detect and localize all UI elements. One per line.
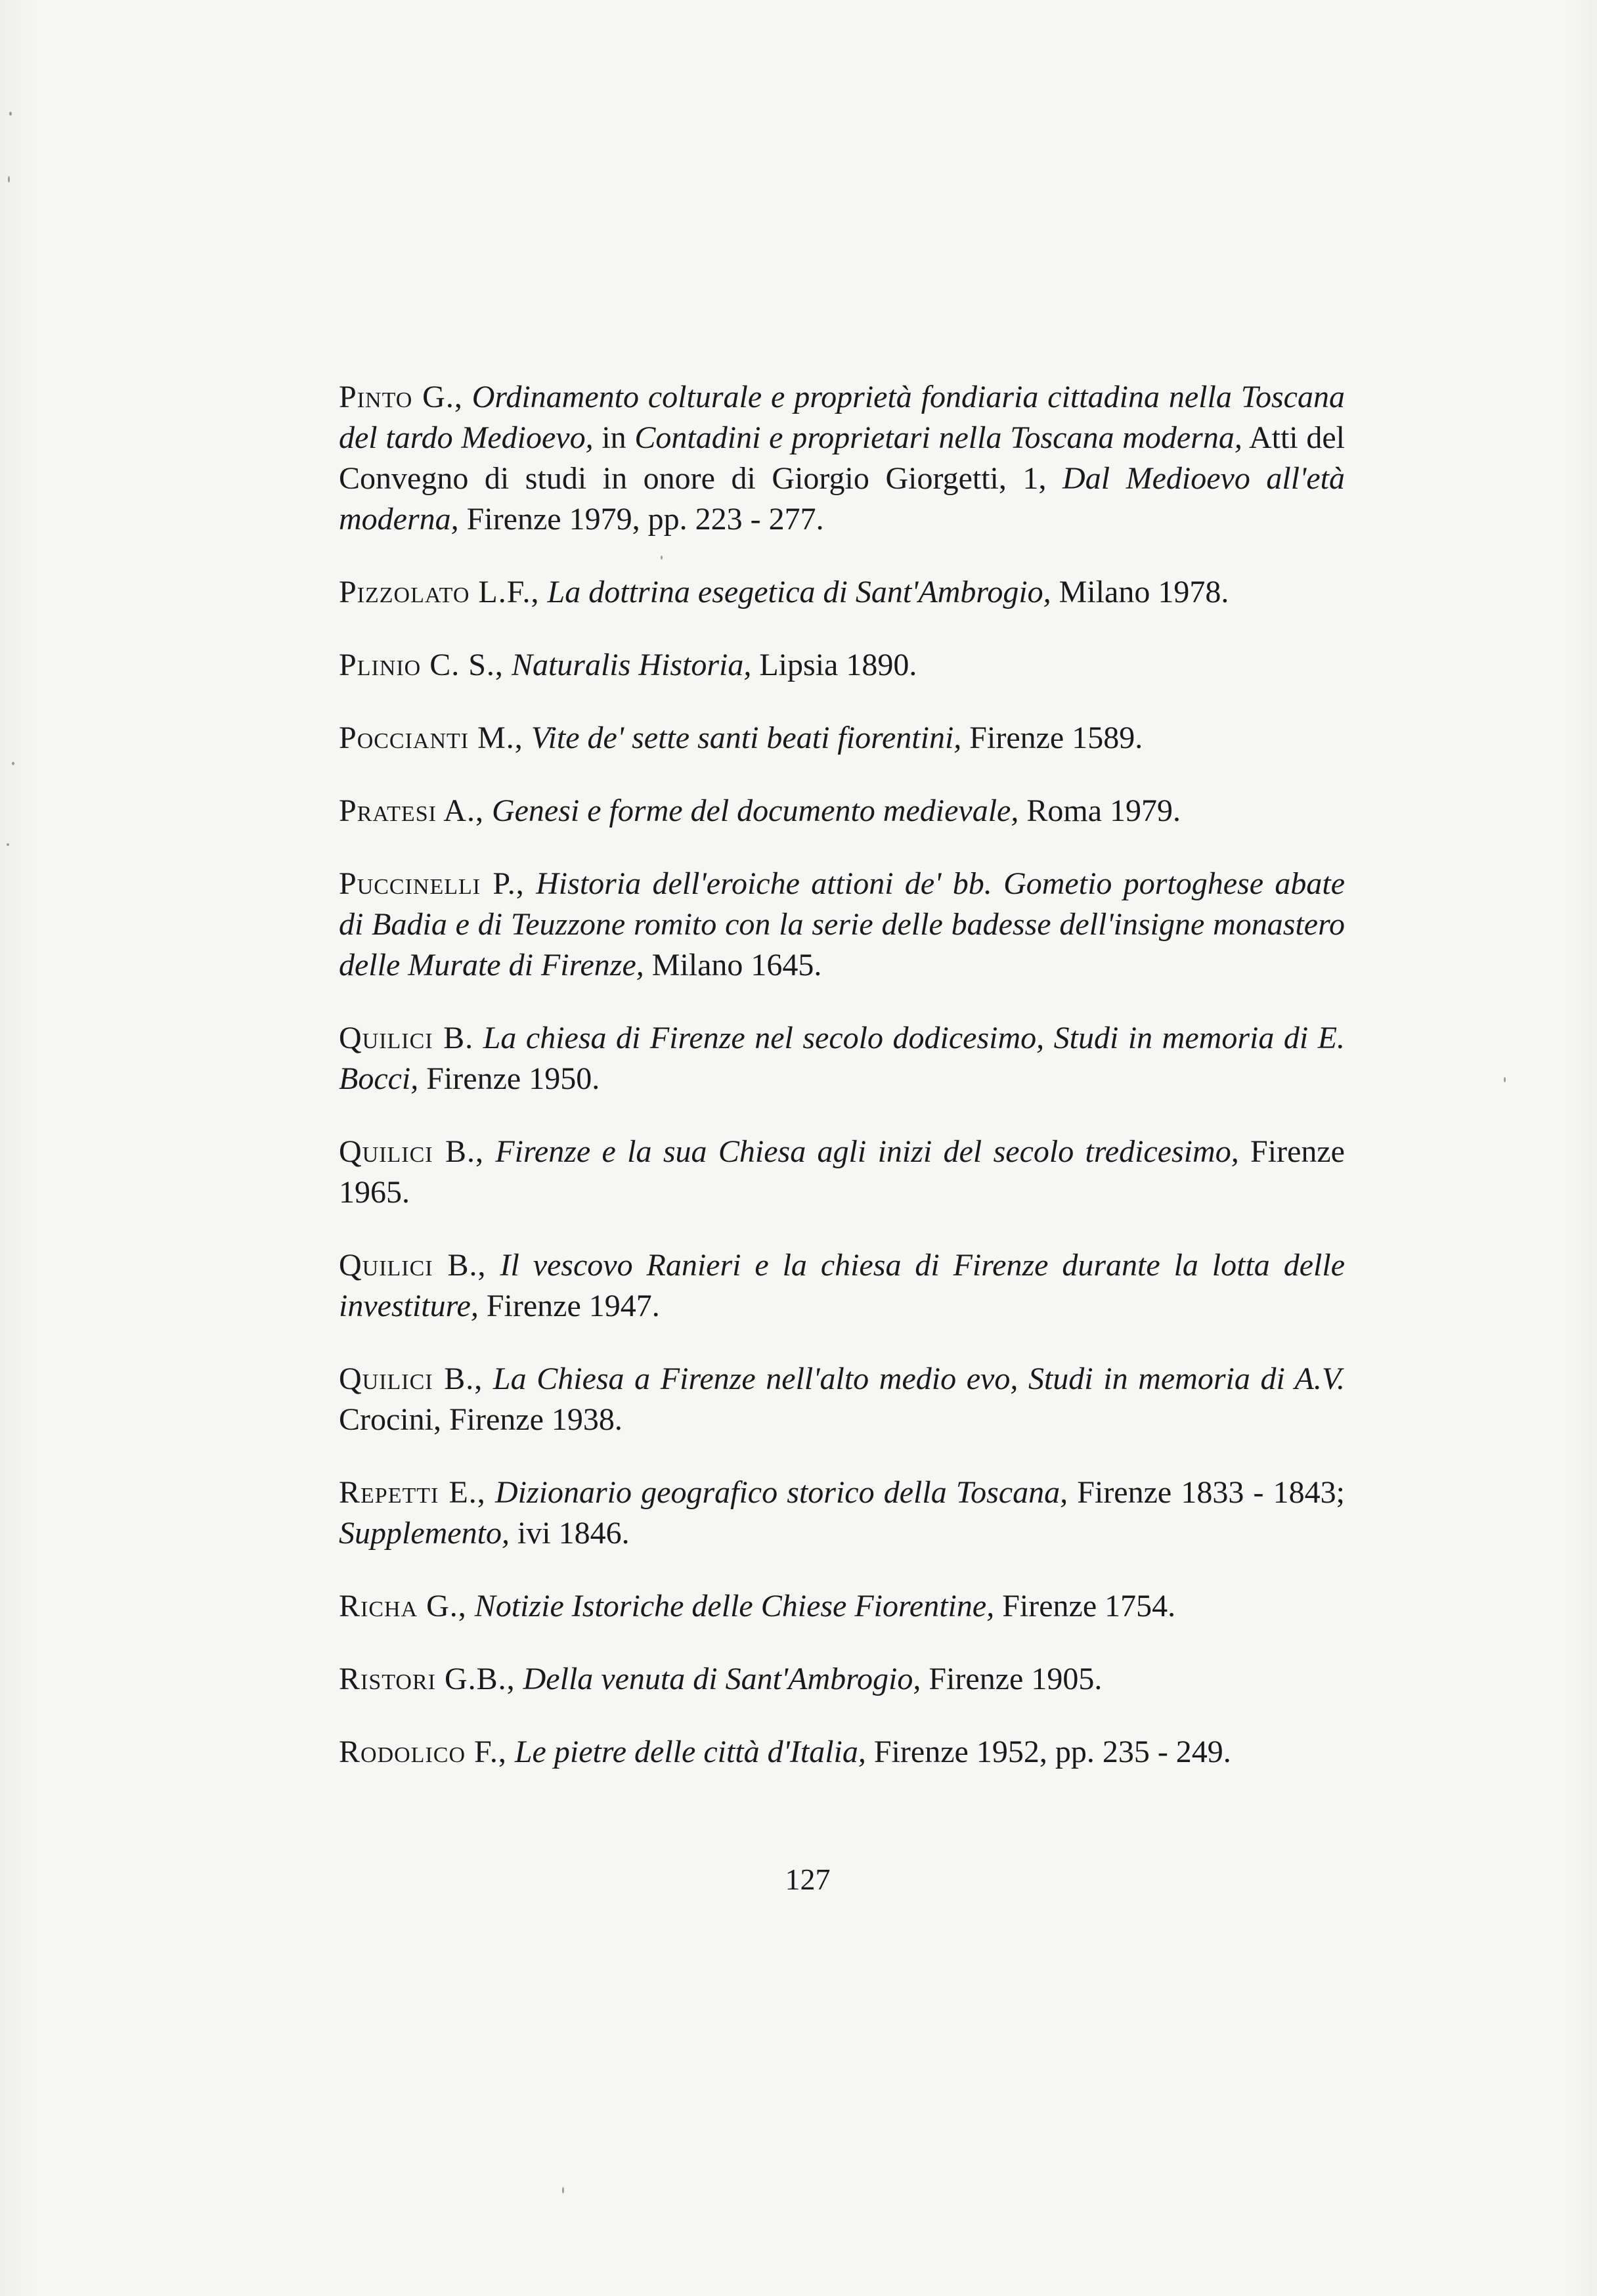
entry-title-italic: Il vescovo Ranieri e la chiesa di Firenze durante la lotta delle investiture, [339,1248,1345,1323]
bibliography-entry [339,1018,1345,1099]
entry-title-italic: Supplemento, [339,1516,510,1551]
entry-title-italic: Contadini e proprietari nella Toscana moderna, [634,420,1242,455]
entry-text: Firenze 1947. [478,1289,660,1323]
bibliography-entry [339,572,1345,613]
entry-title-italic: Dal Medioevo all'età moderna, [339,461,1345,537]
scan-speck [1504,1077,1506,1082]
entry-author: Poccianti M., [339,720,523,755]
entry-title-italic: Della venuta di Sant'Ambrogio, [523,1662,921,1696]
entry-title-italic: Notizie Istoriche delle Chiese Fiorentine, [474,1589,995,1623]
bibliography-entry [339,1359,1345,1440]
bibliography-entry [339,1732,1345,1773]
entry-author: Quilici B., [339,1361,483,1396]
entry-author: Puccinelli P., [339,866,525,901]
entry-author: Pratesi A., [339,793,484,828]
entry-text: Roma 1979. [1018,793,1181,828]
scan-speck [7,843,9,846]
entry-text: Firenze 1754. [994,1589,1176,1623]
entry-text: Firenze 1833 - 1843; [1068,1475,1345,1510]
entry-author: Pizzolato L.F., [339,575,540,609]
entry-title-italic: La chiesa di Firenze nel secolo dodicesimo, Studi in memoria di E. Bocci, [339,1021,1345,1096]
entry-author: Pinto G., [339,380,463,414]
entry-author: Plinio C. S., [339,648,504,682]
entry-text: ivi 1846. [509,1516,630,1551]
bibliography-entry [339,1132,1345,1213]
entry-author: Richa G., [339,1589,467,1623]
entry-text: Milano 1978. [1051,575,1229,609]
bibliography-entry [339,718,1345,759]
scan-speck [562,2187,564,2194]
entry-text: Firenze 1589. [961,720,1143,755]
entry-title-italic: Dizionario geografico storico della Toscana, [494,1475,1068,1510]
entry-text: in [593,420,635,455]
scan-speck [9,112,12,116]
entry-title-italic: Le pietre delle città d'Italia, [514,1734,866,1769]
bibliography-list [339,377,1345,1805]
entry-title-italic: Genesi e forme del documento medievale, [491,793,1019,828]
entry-text: Firenze 1952, pp. 235 - 249. [865,1734,1231,1769]
entry-author: Quilici B. [339,1021,474,1055]
bibliography-entry [339,864,1345,986]
entry-title-italic: Historia dell'eroiche attioni de' bb. Gometio portoghese abate di Badia e di Teuzzone romito con la serie delle badesse dell'insigne monastero delle Murate di Firenze, [339,866,1345,982]
entry-text: Firenze 1965. [339,1134,1345,1210]
bibliography-entry [339,377,1345,540]
scan-speck [12,762,14,765]
entry-title-italic: Vite de' sette santi beati fiorentini, [531,720,962,755]
bibliography-entry [339,1659,1345,1700]
bibliography-entry [339,1472,1345,1554]
entry-text: Firenze 1905. [921,1662,1103,1696]
entry-text: Milano 1645. [644,948,822,982]
entry-text: Firenze 1979, pp. 223 - 277. [458,502,824,537]
entry-title-italic: Firenze e la sua Chiesa agli inizi del secolo tredicesimo, [495,1134,1239,1169]
entry-title-italic: La dottrina esegetica di Sant'Ambrogio, [547,575,1051,609]
bibliography-entry [339,645,1345,686]
bibliography-entry [339,1245,1345,1327]
entry-text: Firenze 1950. [418,1061,600,1096]
scan-speck [661,556,663,560]
entry-author: Quilici B., [339,1248,487,1283]
scan-speck [8,176,10,183]
bibliography-entry [339,1586,1345,1627]
entry-author: Ristori G.B., [339,1662,515,1696]
entry-author: Rodolico F., [339,1734,507,1769]
entry-title-italic: Ordinamento colturale e proprietà fondiaria cittadina nella Toscana del tardo Medioevo, [339,380,1345,455]
entry-title-italic: La Chiesa a Firenze nell'alto medio evo, Studi in memoria di A.V. [492,1361,1345,1396]
entry-text: Atti del Convegno di studi in onore di Giorgio Giorgetti, 1, [339,420,1345,496]
entry-text: Crocini, Firenze 1938. [339,1402,623,1437]
page-number: 127 [785,1863,831,1896]
entry-author: Repetti E., [339,1475,486,1510]
entry-author: Quilici B., [339,1134,484,1169]
entry-title-italic: Naturalis Historia, [511,648,752,682]
bibliography-entry [339,791,1345,831]
entry-text: Lipsia 1890. [751,648,917,682]
